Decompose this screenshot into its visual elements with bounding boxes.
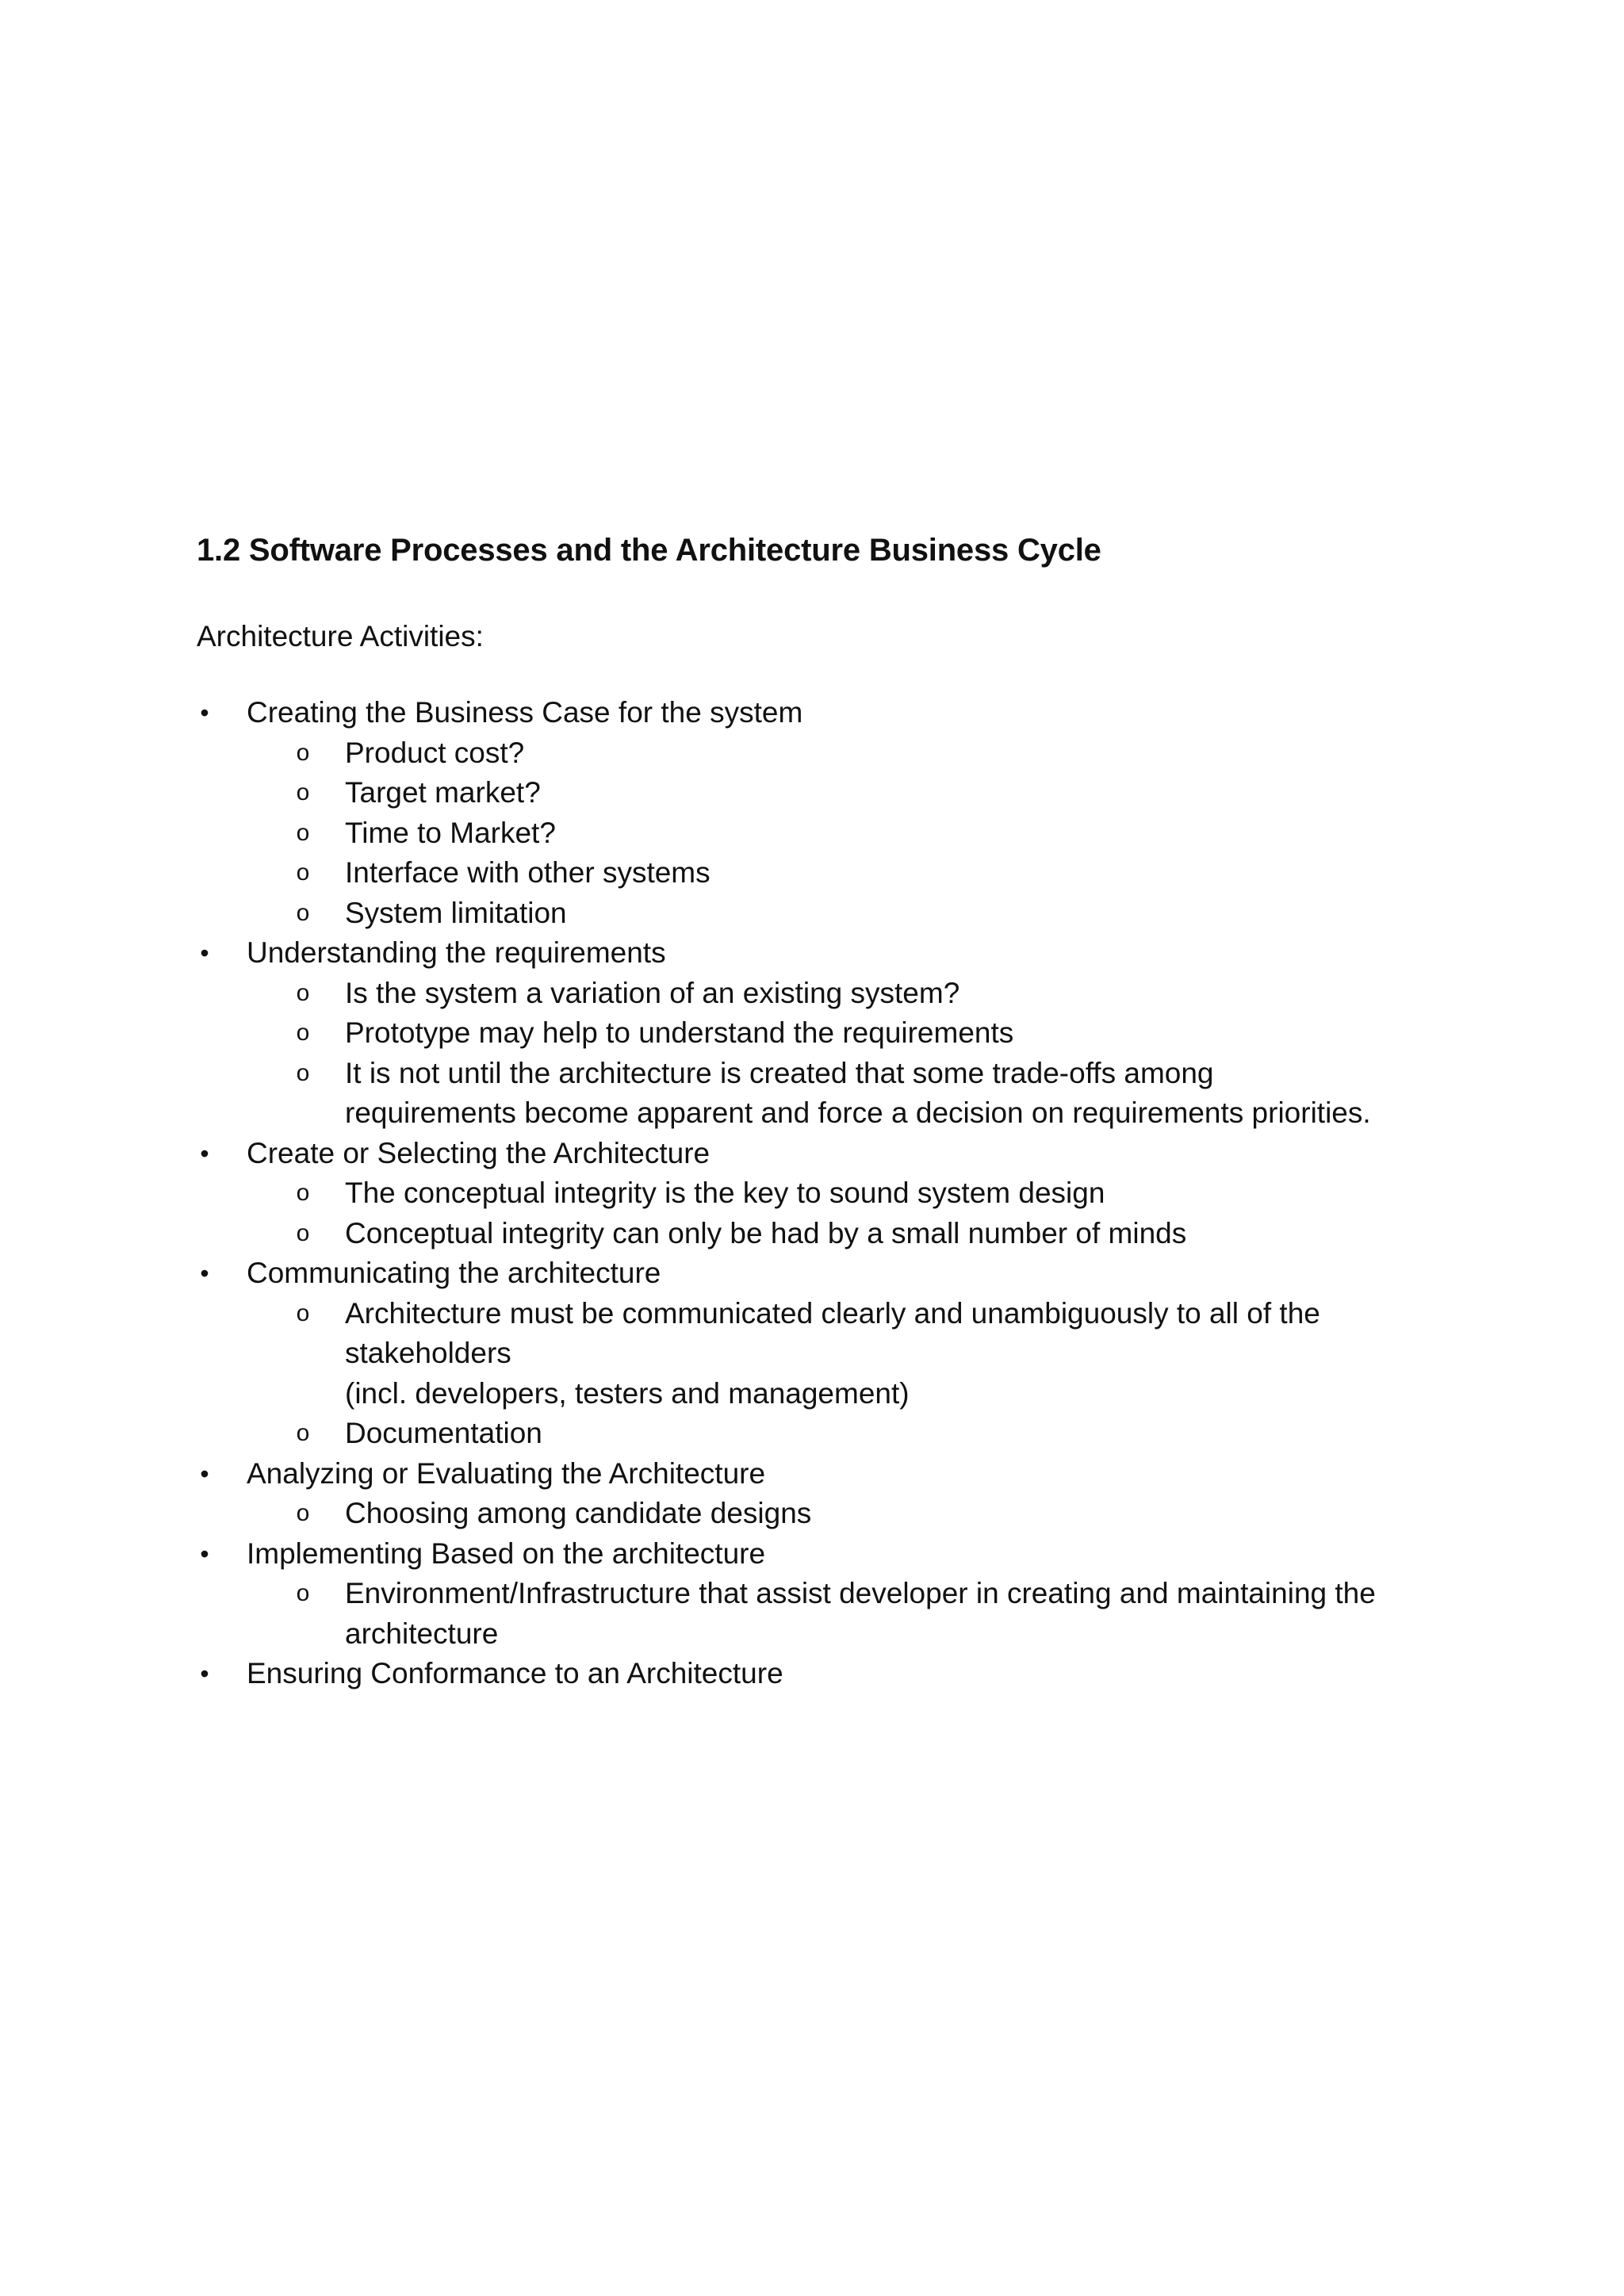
sub-list-item <box>0 1494 1624 1534</box>
list-item-text: Create or Selecting the Architecture <box>247 1136 710 1169</box>
circle-bullet-marker: o <box>296 739 310 766</box>
bullet-marker: • <box>200 1259 209 1288</box>
sub-list-item-text: Choosing among candidate designs <box>345 1497 812 1529</box>
sub-list-item-continuation <box>0 1614 1624 1655</box>
circle-bullet-marker: o <box>296 1580 310 1606</box>
list-item <box>0 1454 1624 1494</box>
circle-bullet-marker: o <box>296 819 310 846</box>
list-item-text: Creating the Business Case for the system <box>247 696 803 729</box>
sub-list-item-text: requirements become apparent and force a decision on requirements priorities. <box>345 1096 1371 1129</box>
list-item-text: Understanding the requirements <box>247 936 666 969</box>
sub-list-item-text: Conceptual integrity can only be had by a small number of minds <box>345 1216 1187 1249</box>
list-item-text: Implementing Based on the architecture <box>247 1536 766 1570</box>
list-item <box>0 1134 1624 1174</box>
sub-list-item-text: Interface with other systems <box>345 856 710 889</box>
sub-list-item-text: Prototype may help to understand the requirements <box>345 1016 1014 1049</box>
bullet-marker: • <box>200 1539 209 1568</box>
list-item <box>0 1534 1624 1575</box>
sub-list-item <box>0 1013 1624 1054</box>
sub-list-item <box>0 974 1624 1014</box>
bullet-marker: • <box>200 1459 209 1488</box>
sub-list-item <box>0 773 1624 813</box>
list-item-text: Communicating the architecture <box>247 1257 661 1289</box>
section-heading: 1.2 Software Processes and the Architecture Business Cycle <box>197 533 1101 568</box>
sub-list-item-text: Architecture must be communicated clearly and unambiguously to all of the <box>345 1296 1320 1330</box>
sub-list-item <box>0 1214 1624 1254</box>
circle-bullet-marker: o <box>296 1219 310 1246</box>
sub-list-item-continuation <box>0 1093 1624 1134</box>
circle-bullet-marker: o <box>296 1020 310 1046</box>
sub-list-item-text: Time to Market? <box>345 816 556 849</box>
list-item <box>0 1654 1624 1694</box>
bullet-marker: • <box>200 698 209 727</box>
circle-bullet-marker: o <box>296 779 310 806</box>
list-item-text: Ensuring Conformance to an Architecture <box>247 1657 783 1689</box>
bullet-marker: • <box>200 939 209 967</box>
sub-list-item <box>0 813 1624 854</box>
sub-list-item <box>0 1574 1624 1614</box>
sub-list-item <box>0 1294 1624 1334</box>
sub-list-item-continuation <box>0 1334 1624 1374</box>
circle-bullet-marker: o <box>296 1420 310 1446</box>
sub-list-item-text: Environment/Infrastructure that assist developer in creating and maintaining the <box>345 1577 1376 1609</box>
list-item <box>0 933 1624 974</box>
sub-list-item-text: (incl. developers, testers and management) <box>345 1376 910 1410</box>
sub-list-item-text: Product cost? <box>345 736 525 769</box>
sub-list-item-text: It is not until the architecture is created that some trade-offs among <box>345 1056 1214 1089</box>
sub-list-item-text: System limitation <box>345 896 567 929</box>
sub-list-item-text: architecture <box>345 1617 499 1650</box>
bullet-marker: • <box>200 1659 209 1688</box>
circle-bullet-marker: o <box>296 1500 310 1526</box>
intro-text: Architecture Activities: <box>197 620 484 652</box>
bullet-marker: • <box>200 1138 209 1168</box>
sub-list-item-text: Documentation <box>345 1417 542 1449</box>
sub-list-item <box>0 894 1624 934</box>
sub-list-item <box>0 733 1624 774</box>
list-item-text: Analyzing or Evaluating the Architecture <box>247 1456 766 1490</box>
sub-list-item-text: Is the system a variation of an existing system? <box>345 976 960 1009</box>
list-item <box>0 693 1624 733</box>
circle-bullet-marker: o <box>296 1180 310 1206</box>
circle-bullet-marker: o <box>296 979 310 1006</box>
sub-list-item <box>0 1414 1624 1454</box>
activities-list <box>0 693 1624 1694</box>
circle-bullet-marker: o <box>296 1059 310 1086</box>
sub-list-item-continuation <box>0 1374 1624 1414</box>
sub-list-item <box>0 853 1624 894</box>
sub-list-item <box>0 1054 1624 1094</box>
sub-list-item <box>0 1173 1624 1214</box>
circle-bullet-marker: o <box>296 859 310 886</box>
sub-list-item-text: Target market? <box>345 776 541 809</box>
circle-bullet-marker: o <box>296 899 310 926</box>
sub-list-item-text: The conceptual integrity is the key to sound system design <box>345 1177 1105 1209</box>
sub-list-item-text: stakeholders <box>345 1337 511 1369</box>
list-item <box>0 1253 1624 1294</box>
circle-bullet-marker: o <box>296 1299 310 1326</box>
